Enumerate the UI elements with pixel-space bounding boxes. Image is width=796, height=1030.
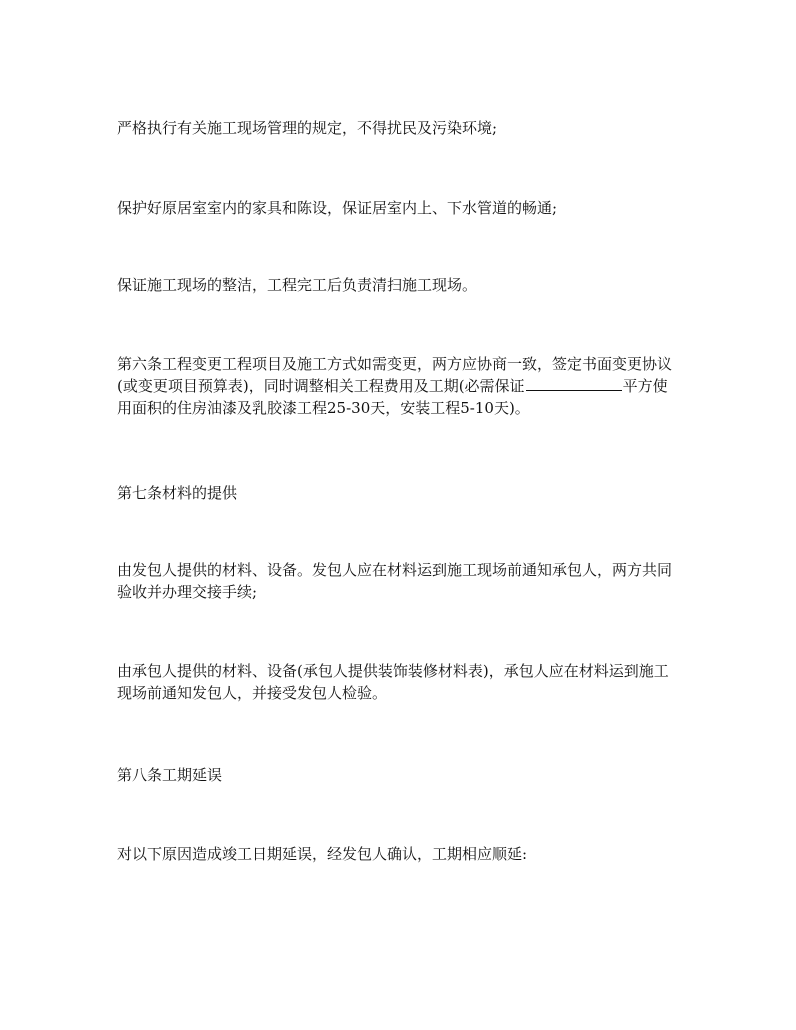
paragraph-site-cleanliness: 保证施工现场的整洁，工程完工后负责清扫施工现场。 [117,276,478,294]
article-6-text-after: 平方使用面积的住房油漆及乳胶漆工程25-30天，安装工程5-10天)。 [117,377,668,417]
paragraph-contractor-materials: 由承包人提供的材料、设备(承包人提供装饰装修材料表)，承包人应在材料运到施工现场前通知发包人，并接受发包人检验。 [117,662,669,702]
paragraph-protect-furniture: 保护好原居室室内的家具和陈设，保证居室内上、下水管道的畅通; [117,199,558,217]
paragraph-employer-materials: 由发包人提供的材料、设备。发包人应在材料运到施工现场前通知承包人，两方共同验收并办理交接手续; [117,561,673,601]
heading-article-7: 第七条材料的提供 [117,484,238,502]
paragraph-site-rules: 严格执行有关施工现场管理的规定，不得扰民及污染环境; [117,119,498,137]
fill-in-blank [526,376,622,391]
heading-article-8: 第八条工期延误 [117,766,223,784]
paragraph-article-6-change [117,353,682,419]
paragraph-delay-causes: 对以下原因造成竣工日期延误，经发包人确认，工期相应顺延: [117,845,528,863]
article-6-text-before: 第六条工程变更工程项目及施工方式如需变更，两方应协商一致，签定书面变更协议(或变更项目预算表)，同时调整相关工程费用及工期(必需保证 [117,355,673,395]
